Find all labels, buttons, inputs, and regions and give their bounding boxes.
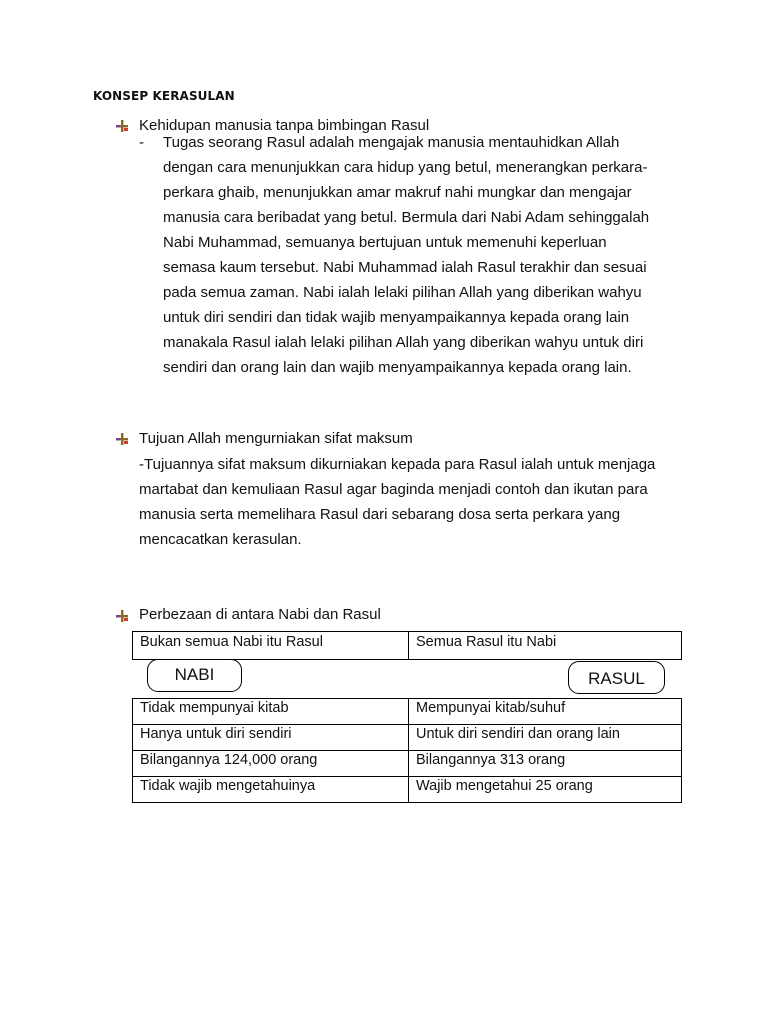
- paragraph-line: perkara ghaib, menunjukkan amar makruf nahi mungkar dan mengajar: [163, 184, 632, 201]
- paragraph-sifat-maksum: [139, 452, 655, 552]
- table-row: [133, 699, 682, 725]
- table-cell: Wajib mengetahui 25 orang: [409, 777, 682, 803]
- paragraph-line: manusia cara beribadat yang betul. Bermula dari Nabi Adam sehinggalah: [163, 209, 650, 226]
- table-cell: Mempunyai kitab/suhuf: [409, 699, 682, 725]
- table-cell: Untuk diri sendiri dan orang lain: [409, 725, 682, 751]
- section-heading-tujuan: Tujuan Allah mengurniakan sifat maksum: [139, 430, 413, 447]
- paragraph-line: pada semua zaman. Nabi ialah lelaki pilihan Allah yang diberikan wahyu: [163, 284, 642, 301]
- bullet-plus-icon: [115, 432, 129, 446]
- table-row: [133, 777, 682, 803]
- paragraph-line: mencacatkan kerasulan.: [139, 531, 302, 548]
- table-cell: Bukan semua Nabi itu Rasul: [133, 632, 409, 660]
- paragraph-line: -Tujuannya sifat maksum dikurniakan kepada para Rasul ialah untuk menjaga: [139, 456, 656, 473]
- table-row: [133, 725, 682, 751]
- table-cell: Tidak wajib mengetahuinya: [133, 777, 409, 803]
- document-title: KONSEP KERASULAN: [93, 89, 235, 103]
- paragraph-line: dengan cara menunjukkan cara hidup yang betul, menerangkan perkara-: [163, 159, 648, 176]
- paragraph-line: sendiri dan orang lain dan wajib menyampaikannya kepada orang lain.: [163, 359, 632, 376]
- comparison-header-table: [132, 631, 682, 660]
- rasul-label: RASUL: [568, 661, 665, 694]
- paragraph-line: Tugas seorang Rasul adalah mengajak manusia mentauhidkan Allah: [163, 134, 620, 151]
- table-cell: Bilangannya 313 orang: [409, 751, 682, 777]
- bullet-plus-icon: [115, 119, 129, 133]
- paragraph-line: semasa kaum tersebut. Nabi Muhammad ialah Rasul terakhir dan sesuai: [163, 259, 647, 276]
- table-cell: Hanya untuk diri sendiri: [133, 725, 409, 751]
- comparison-table: [132, 698, 682, 803]
- table-row: [133, 751, 682, 777]
- paragraph-tugas-rasul: [163, 130, 649, 380]
- nabi-label: NABI: [147, 659, 242, 692]
- list-dash: -: [139, 134, 144, 151]
- table-cell: Semua Rasul itu Nabi: [409, 632, 682, 660]
- bullet-plus-icon: [115, 609, 129, 623]
- table-cell: Bilangannya 124,000 orang: [133, 751, 409, 777]
- paragraph-line: martabat dan kemuliaan Rasul agar baginda menjadi contoh dan ikutan para: [139, 481, 648, 498]
- table-row: [133, 632, 682, 660]
- paragraph-line: manakala Rasul ialah lelaki pilihan Allah yang diberikan wahyu untuk diri: [163, 334, 644, 351]
- table-cell: Tidak mempunyai kitab: [133, 699, 409, 725]
- section-heading-kehidupan: Kehidupan manusia tanpa bimbingan Rasul: [139, 117, 430, 134]
- paragraph-line: manusia serta memelihara Rasul dari sebarang dosa serta perkara yang: [139, 506, 621, 523]
- paragraph-line: Nabi Muhammad, semuanya bertujuan untuk memenuhi keperluan: [163, 234, 607, 251]
- section-heading-perbezaan: Perbezaan di antara Nabi dan Rasul: [139, 606, 381, 623]
- paragraph-line: untuk diri sendiri dan tidak wajib menyampaikannya kepada orang lain: [163, 309, 630, 326]
